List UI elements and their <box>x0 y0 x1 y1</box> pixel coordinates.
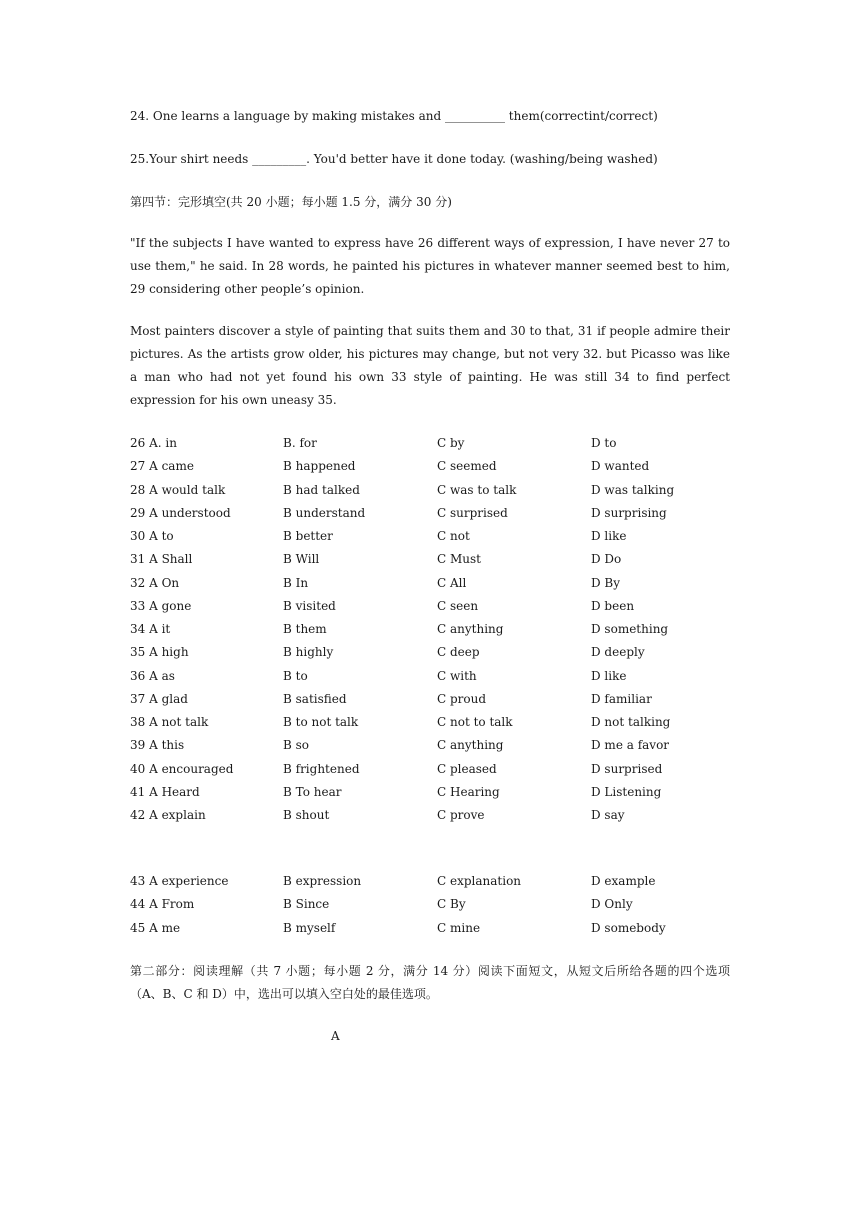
option-item-number-a: 38 A not talk <box>130 715 209 729</box>
option-item-number-a: 27 A came <box>130 459 194 474</box>
option-choice-d: D been <box>591 598 635 613</box>
option-item-number-a: 35 A high <box>130 645 189 660</box>
option-choice-d: D like <box>591 529 627 543</box>
option-item-number-a: 29 A understood <box>130 505 231 520</box>
option-choice-d: D By <box>591 575 621 590</box>
option-choice-b: B frightened <box>283 761 360 776</box>
option-choice-b: B. for <box>283 436 317 450</box>
option-choice-b: B shout <box>283 808 330 822</box>
option-choice-d: D me a favor <box>591 738 670 753</box>
option-choice-d: D familiar <box>591 691 652 706</box>
option-choice-b: B them <box>283 622 327 636</box>
option-choice-b: B satisfied <box>283 691 347 706</box>
option-choice-d: D wanted <box>591 459 650 474</box>
option-choice-c: C surprised <box>437 505 508 520</box>
fill-in-question-24: 24. One learns a language by making mistakes and __________ them(correctint/correct) <box>130 109 658 123</box>
option-item-number-a: 34 A it <box>130 622 171 636</box>
option-choice-b: B Since <box>283 897 330 912</box>
option-choice-b: B myself <box>283 920 336 935</box>
cloze-paragraph-1-text: "If the subjects I have wanted to express have 26 different ways of expression, I have never 27 to use them," he said. In 28 words, he painted his pictures in whatever manner seemed best to him, 29 considering other people’s opinion. <box>130 236 730 296</box>
option-choice-c: C All <box>437 575 467 590</box>
option-choice-d: D somebody <box>591 920 666 935</box>
option-choice-d: D say <box>591 808 625 822</box>
option-item-number-a: 45 A me <box>130 920 181 935</box>
option-choice-d: D Only <box>591 897 633 912</box>
option-choice-b: B had talked <box>283 482 360 497</box>
option-choice-c: C not to talk <box>437 715 513 729</box>
option-choice-c: C anything <box>437 738 504 753</box>
option-choice-d: D not talking <box>591 715 671 729</box>
option-item-number-a: 42 A explain <box>130 808 206 822</box>
option-choice-c: C with <box>437 668 477 683</box>
option-item-number-a: 36 A as <box>130 668 175 683</box>
option-choice-b: B highly <box>283 645 334 660</box>
option-choice-b: B better <box>283 529 333 543</box>
option-choice-b: B so <box>283 738 310 753</box>
option-choice-b: B In <box>283 575 309 590</box>
option-item-number-a: 44 A From <box>130 897 195 912</box>
option-item-number-a: 33 A gone <box>130 598 192 613</box>
option-choice-d: D like <box>591 668 627 683</box>
option-choice-b: B visited <box>283 598 336 613</box>
option-choice-c: C pleased <box>437 761 497 776</box>
option-item-number-a: 43 A experience <box>130 874 229 888</box>
option-choice-c: C By <box>437 897 466 912</box>
section4-heading: 第四节：完形填空(共 20 小题；每小题 1.5 分，满分 30 分) <box>130 195 452 209</box>
fill-in-question-25: 25.Your shirt needs _________. You'd better have it done today. (washing/being washed) <box>130 152 658 166</box>
option-choice-d: D surprising <box>591 505 667 520</box>
option-choice-d: D example <box>591 874 656 888</box>
option-item-number-a: 28 A would talk <box>130 482 226 497</box>
option-choice-b: B expression <box>283 874 362 888</box>
option-choice-c: C not <box>437 529 470 543</box>
option-item-number-a: 41 A Heard <box>130 784 200 799</box>
option-choice-c: C seemed <box>437 459 497 474</box>
option-choice-d: D Do <box>591 552 622 567</box>
option-choice-b: B to not talk <box>283 715 359 729</box>
cloze-paragraph-2-text: Most painters discover a style of painting that suits them and 30 to that, 31 if people admire their pictures. As the artists grow older, his pictures may change, but not very 32. but Picasso was like a man who had not yet found his own 33 style of painting. He was still 34 to find perfect expression for his own uneasy 35. <box>130 324 730 407</box>
option-choice-d: D to <box>591 436 617 450</box>
part2-heading: 第二部分：阅读理解（共 7 小题；每小题 2 分，满分 14 分）阅读下面短文，从短文后所给各题的四个选项（A、B、C 和 D）中，选出可以填入空白处的最佳选项。 <box>130 964 730 1001</box>
option-choice-b: B to <box>283 668 308 683</box>
option-choice-d: D Listening <box>591 784 662 799</box>
option-choice-c: C by <box>437 436 465 450</box>
part2-instructions <box>130 960 730 1006</box>
option-item-number-a: 26 A. in <box>130 436 177 450</box>
option-choice-c: C prove <box>437 808 485 822</box>
option-choice-c: C proud <box>437 691 487 706</box>
cloze-paragraph-2 <box>130 320 730 412</box>
option-choice-d: D something <box>591 622 669 636</box>
option-choice-b: B Will <box>283 552 320 567</box>
option-item-number-a: 32 A On <box>130 575 180 590</box>
option-choice-b: B To hear <box>283 784 342 799</box>
option-choice-c: C Hearing <box>437 784 500 799</box>
option-choice-b: B understand <box>283 505 366 520</box>
cloze-paragraph-1 <box>130 232 730 301</box>
option-choice-b: B happened <box>283 459 356 474</box>
option-choice-c: C deep <box>437 645 480 660</box>
option-item-number-a: 30 A to <box>130 529 174 543</box>
option-choice-c: C Must <box>437 552 481 567</box>
option-item-number-a: 40 A encouraged <box>130 761 234 776</box>
option-choice-d: D was talking <box>591 482 675 497</box>
option-choice-d: D deeply <box>591 645 645 660</box>
option-choice-c: C anything <box>437 622 504 636</box>
passage-label: A <box>331 1029 340 1043</box>
option-choice-c: C was to talk <box>437 482 517 497</box>
option-item-number-a: 37 A glad <box>130 691 188 706</box>
option-choice-d: D surprised <box>591 761 663 776</box>
option-choice-c: C seen <box>437 598 479 613</box>
option-choice-c: C explanation <box>437 874 522 888</box>
option-choice-c: C mine <box>437 920 481 935</box>
option-item-number-a: 39 A this <box>130 738 185 753</box>
option-item-number-a: 31 A Shall <box>130 552 193 567</box>
